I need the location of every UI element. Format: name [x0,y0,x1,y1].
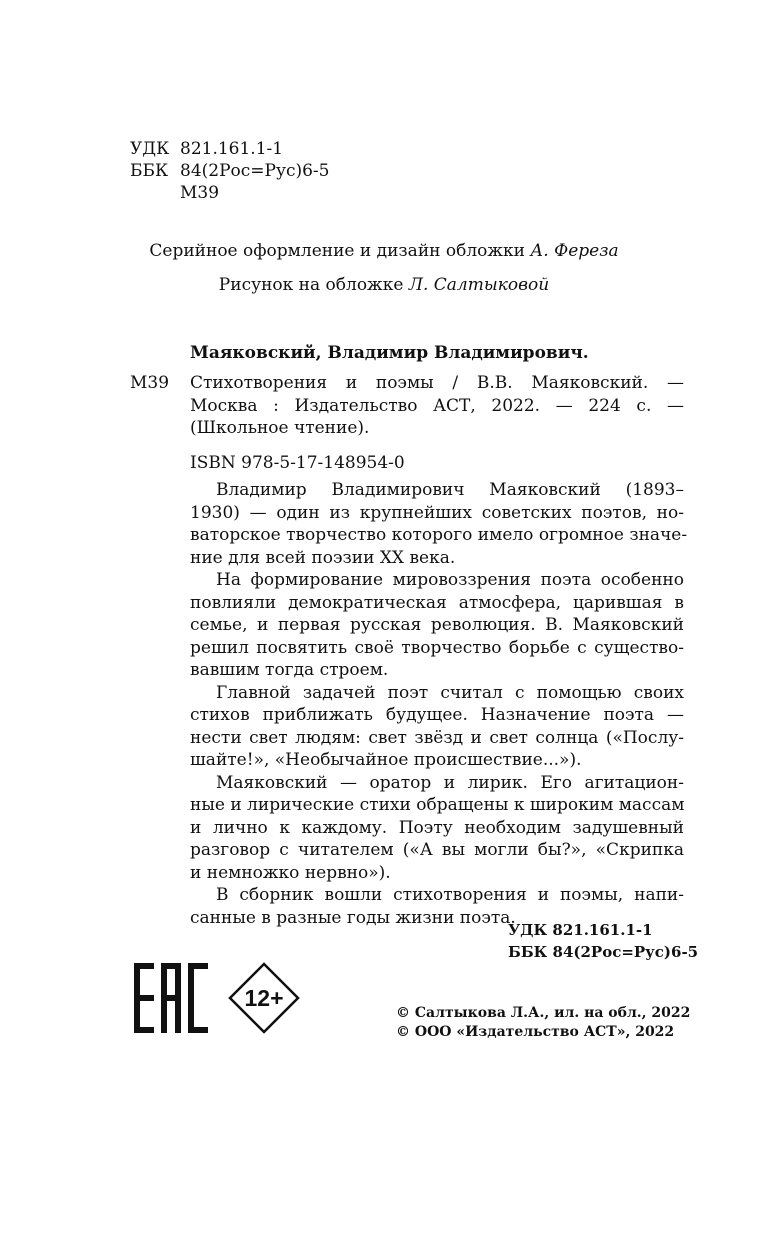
annotation-paragraph [190,569,684,682]
annotation-line: шайте!», «Необычайное происшествие...»). [190,750,582,770]
design-credit [0,240,768,262]
annotation-line: и лично к каждому. Поэту необходим задушевный [190,817,684,838]
record-title-line: Стихотворения и поэмы / В.В. Маяковский. — [190,373,684,393]
annotation-line: На формирование мировоззрения поэта особенно [216,570,684,590]
annotation-line: ные и лирические стихи обращены к широким массам [190,795,685,815]
udk-bottom: УДК 821.161.1-1 [508,921,653,939]
udk-value: 821.161.1-1 [180,139,284,159]
age-rating-label: 12+ [244,985,284,1011]
design-credit-text: Серийное оформление и дизайн обложки [149,241,525,261]
annotation-line: нести свет людям: свет звёзд и свет солнца («Послу- [190,727,684,748]
author-mark: М39 [180,183,220,203]
annotation-line: Главной задачей поэт считал с помощью своих [216,682,684,703]
design-credit-name: А. Фереза [530,241,619,261]
eac-mark-icon [134,963,208,1033]
record-title-line: Москва : Издательство АСТ, 2022. — 224 с. — [190,395,684,416]
cover-credit [0,274,768,296]
annotation-line: ваторское творчество которого имело огромное значе- [190,525,688,545]
record-title [190,372,684,440]
annotation-line: повлияли демократическая атмосфера, царившая в [190,592,684,613]
annotation-line: ние для всей поэзии XX века. [190,547,456,568]
annotation-line: Маяковский — оратор и лирик. Его агитацион- [216,772,684,793]
age-rating-badge [227,961,301,1035]
annotation-line: и немножко нервно»). [190,862,391,883]
annotation-line: семье, и первая русская революция. В. Маяковский [190,615,684,635]
record-author: Маяковский, Владимир Владимирович. [190,343,589,363]
annotation [190,479,688,929]
annotation-line: санные в разные годы жизни поэта. [190,907,516,928]
annotation-paragraph [190,772,684,885]
annotation-line: вавшим тогда строем. [190,660,389,680]
annotation-line: 1930) — один из крупнейших советских поэтов, но- [190,502,684,523]
annotation-line: В сборник вошли стихотворения и поэмы, напи- [216,885,684,905]
bbk-bottom: ББК 84(2Рос=Рус)6-5 [508,943,699,961]
cover-credit-text: Рисунок на обложке [218,275,404,295]
copyright-illustrator: © Салтыкова Л.А., ил. на обл., 2022 [396,1005,691,1021]
copyright-publisher: © ООО «Издательство АСТ», 2022 [396,1024,675,1040]
annotation-line: решил посвятить своё творчество борьбе с существо- [190,637,684,658]
annotation-line: Владимир Владимирович Маяковский (1893– [216,480,684,500]
isbn: ISBN 978-5-17-148954-0 [190,453,405,473]
bbk-value: 84(2Рос=Рус)6-5 [180,161,330,181]
annotation-line: разговор с читателем («А вы могли бы?», «Скрипка [190,840,684,860]
annotation-paragraph [190,479,688,569]
bbk-label: ББК [130,161,169,181]
annotation-line: стихов приближать будущее. Назначение поэта — [190,705,684,725]
record-title-line: (Школьное чтение). [190,418,370,438]
cover-credit-name: Л. Салтыковой [408,275,550,295]
annotation-paragraph [190,682,684,772]
record-mark: М39 [130,373,170,393]
udk-label: УДК [130,139,170,159]
